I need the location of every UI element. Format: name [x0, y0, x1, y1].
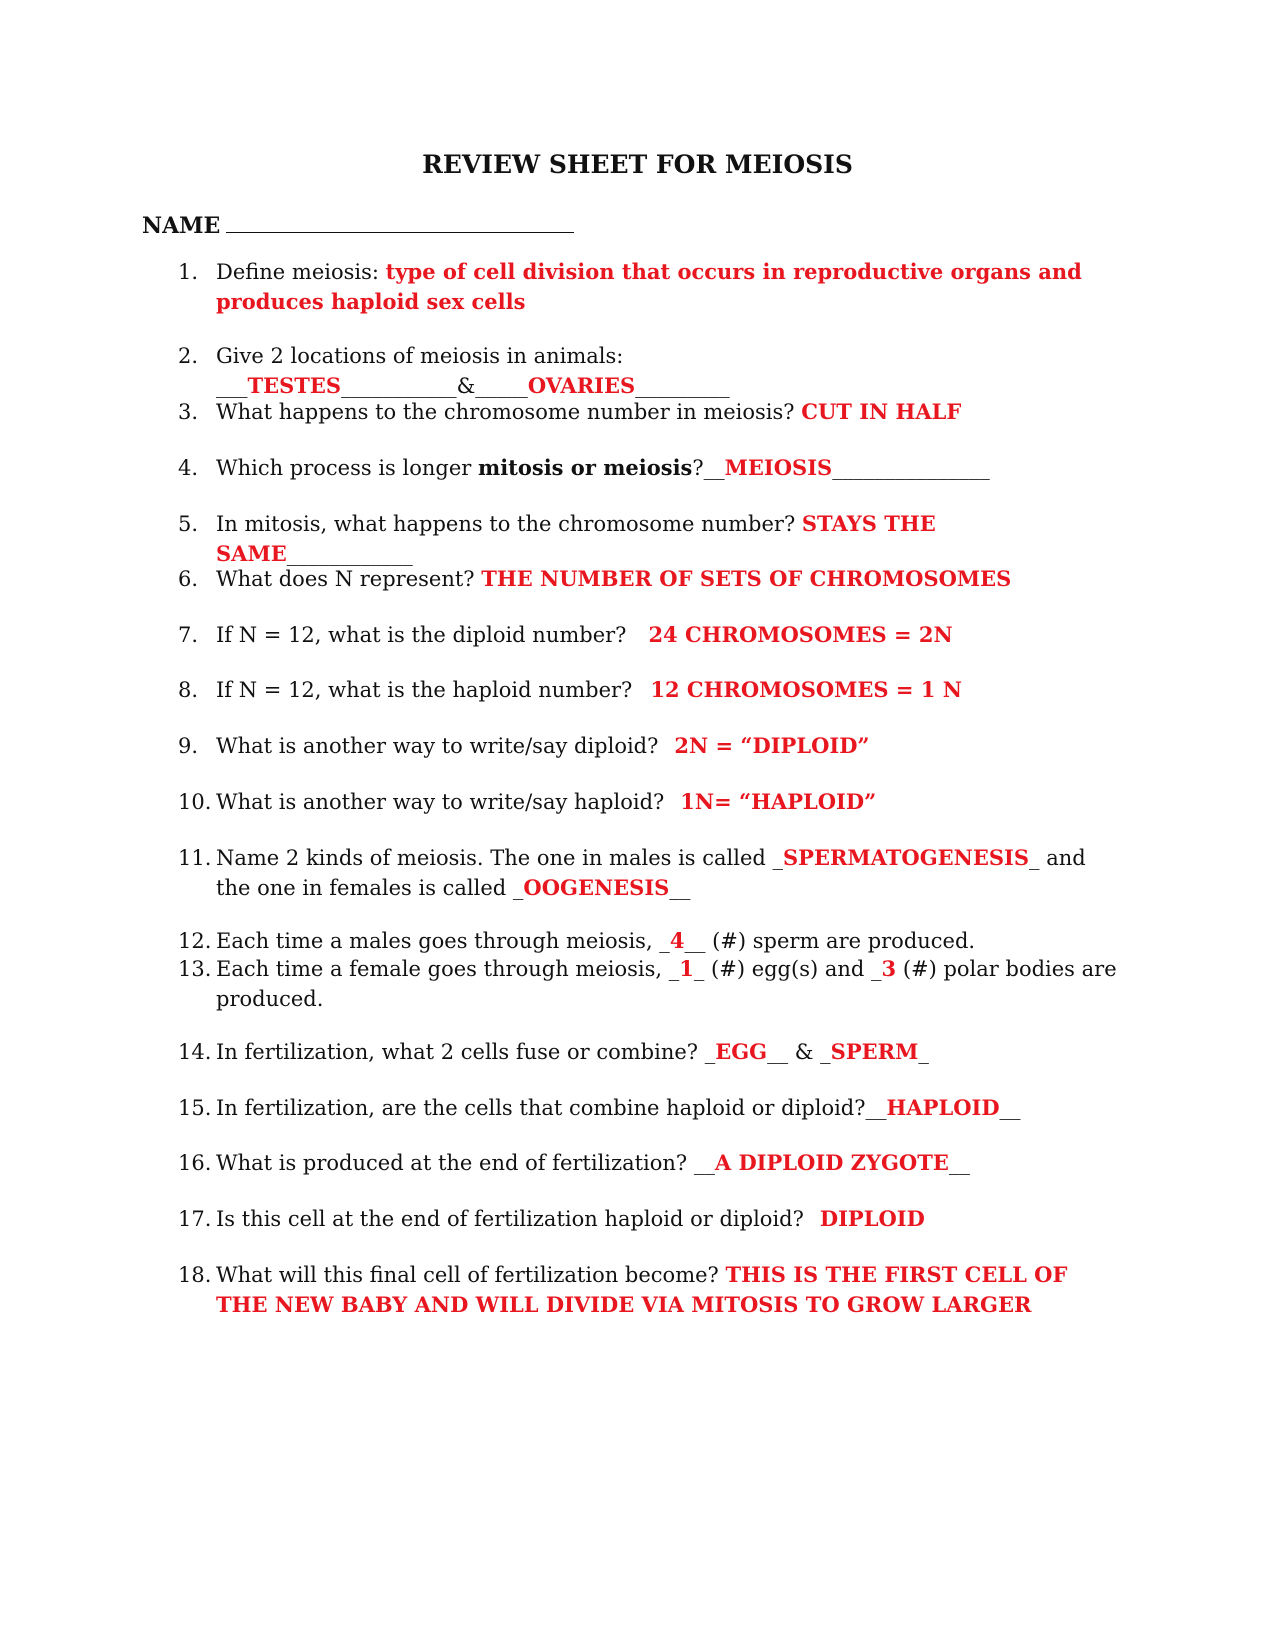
question-14: [178, 1037, 1118, 1067]
question-number: 8.: [178, 678, 199, 702]
question-text: Give 2 locations of meiosis in animals: ___: [216, 344, 624, 398]
answer-text: SPERM: [830, 1039, 919, 1064]
name-label: NAME: [142, 213, 221, 239]
question-3: [178, 397, 1118, 427]
question-9: [178, 731, 1118, 761]
question-number: 9.: [178, 734, 199, 758]
answer-text: HAPLOID: [886, 1095, 1000, 1120]
question-13: [178, 954, 1118, 1014]
question-text: _ and the one in females is called _: [216, 846, 1086, 900]
answer-text: 2N = “DIPLOID”: [674, 733, 870, 758]
answer-text: TESTES: [247, 373, 342, 398]
question-text: _ (#) egg(s) and _: [693, 957, 882, 981]
question-number: 5.: [178, 512, 199, 536]
question-number: 3.: [178, 400, 199, 424]
question-text: If N = 12, what is the haploid number?: [216, 678, 633, 702]
answer-text: 12 CHROMOSOMES = 1 N: [650, 677, 962, 702]
question-number: 7.: [178, 623, 199, 647]
question-text: If N = 12, what is the diploid number?: [216, 623, 627, 647]
question-number: 13.: [178, 957, 212, 981]
question-number: 6.: [178, 567, 199, 591]
question-number: 18.: [178, 1263, 212, 1287]
question-number: 10.: [178, 790, 212, 814]
question-number: 1.: [178, 260, 199, 284]
question-text: In fertilization, what 2 cells fuse or combine? _: [216, 1040, 716, 1064]
blank-tail: __: [669, 876, 691, 900]
question-text: Each time a males goes through meiosis, _: [216, 929, 670, 953]
answer-text: EGG: [715, 1039, 768, 1064]
question-text: What does N represent?: [216, 567, 482, 591]
question-8: [178, 675, 1118, 705]
blank-separator: ___________&_____: [341, 374, 528, 398]
question-17: [178, 1204, 1118, 1234]
question-text: Which process is longer: [216, 456, 478, 480]
blank-tail: __: [948, 1151, 970, 1175]
answer-text: THIS IS THE FIRST CELL OF THE NEW BABY AND WILL DIVIDE VIA MITOSIS TO GROW LARGER: [216, 1262, 1068, 1317]
question-text: What happens to the chromosome number in meiosis?: [216, 400, 802, 424]
question-text: What is another way to write/say diploid?: [216, 734, 659, 758]
question-text: Define meiosis:: [216, 260, 386, 284]
answer-text: SPERMATOGENESIS: [783, 845, 1030, 870]
question-18: [178, 1260, 1118, 1320]
answer-text: type of cell division that occurs in reproductive organs and produces haploid sex cells: [216, 259, 1082, 314]
question-text: ?__: [692, 456, 725, 480]
question-text: What will this final cell of fertilization become?: [216, 1263, 726, 1287]
answer-text: OVARIES: [527, 373, 636, 398]
question-number: 14.: [178, 1040, 212, 1064]
question-text: What is another way to write/say haploid?: [216, 790, 665, 814]
answer-text: STAYS THE SAME: [216, 511, 936, 566]
blank-tail: _______________: [832, 456, 990, 480]
blank-tail: __: [999, 1096, 1021, 1120]
question-emphasis: mitosis or meiosis: [477, 455, 693, 480]
question-number: 16.: [178, 1151, 212, 1175]
question-15: [178, 1093, 1118, 1123]
blank-tail: _________: [635, 374, 730, 398]
answer-text: CUT IN HALF: [801, 399, 962, 424]
question-text: Name 2 kinds of meiosis. The one in males is called _: [216, 846, 783, 870]
answer-text: THE NUMBER OF SETS OF CHROMOSOMES: [481, 566, 1012, 591]
blank-tail: _: [918, 1040, 929, 1064]
question-text: (#) polar bodies are produced.: [216, 957, 1117, 1011]
question-1: [178, 257, 1118, 317]
question-text: __ (#) sperm are produced.: [684, 929, 976, 953]
question-2: [178, 341, 1118, 401]
question-text: In mitosis, what happens to the chromosome number?: [216, 512, 802, 536]
question-6: [178, 564, 1118, 594]
answer-text: 1N= “HAPLOID”: [680, 789, 877, 814]
name-blank: [226, 212, 574, 233]
answer-text: A DIPLOID ZYGOTE: [714, 1150, 949, 1175]
question-number: 11.: [178, 846, 212, 870]
question-12: [178, 926, 1118, 956]
question-4: [178, 453, 1118, 483]
question-11: [178, 843, 1118, 903]
question-5: [178, 509, 1118, 569]
answer-text: 3: [881, 956, 897, 981]
answer-text: 24 CHROMOSOMES = 2N: [648, 622, 953, 647]
question-number: 2.: [178, 344, 199, 368]
blank-tail: ____________: [286, 542, 413, 566]
question-text: What is produced at the end of fertilization? __: [216, 1151, 715, 1175]
question-text: Each time a female goes through meiosis, _: [216, 957, 680, 981]
question-text: In fertilization, are the cells that combine haploid or diploid?__: [216, 1096, 887, 1120]
answer-text: 1: [679, 956, 694, 981]
answer-text: DIPLOID: [819, 1206, 925, 1231]
question-number: 17.: [178, 1207, 212, 1231]
question-7: [178, 620, 1118, 650]
answer-text: OOGENESIS: [523, 875, 670, 900]
question-text: __ & _: [767, 1040, 831, 1064]
answer-text: 4: [669, 928, 685, 953]
question-number: 4.: [178, 456, 199, 480]
question-10: [178, 787, 1118, 817]
question-number: 15.: [178, 1096, 212, 1120]
page-title: REVIEW SHEET FOR MEIOSIS: [422, 150, 853, 179]
question-number: 12.: [178, 929, 212, 953]
name-row: [142, 212, 574, 239]
answer-text: MEIOSIS: [724, 455, 833, 480]
question-text: Is this cell at the end of fertilization haploid or diploid?: [216, 1207, 804, 1231]
question-16: [178, 1148, 1118, 1178]
